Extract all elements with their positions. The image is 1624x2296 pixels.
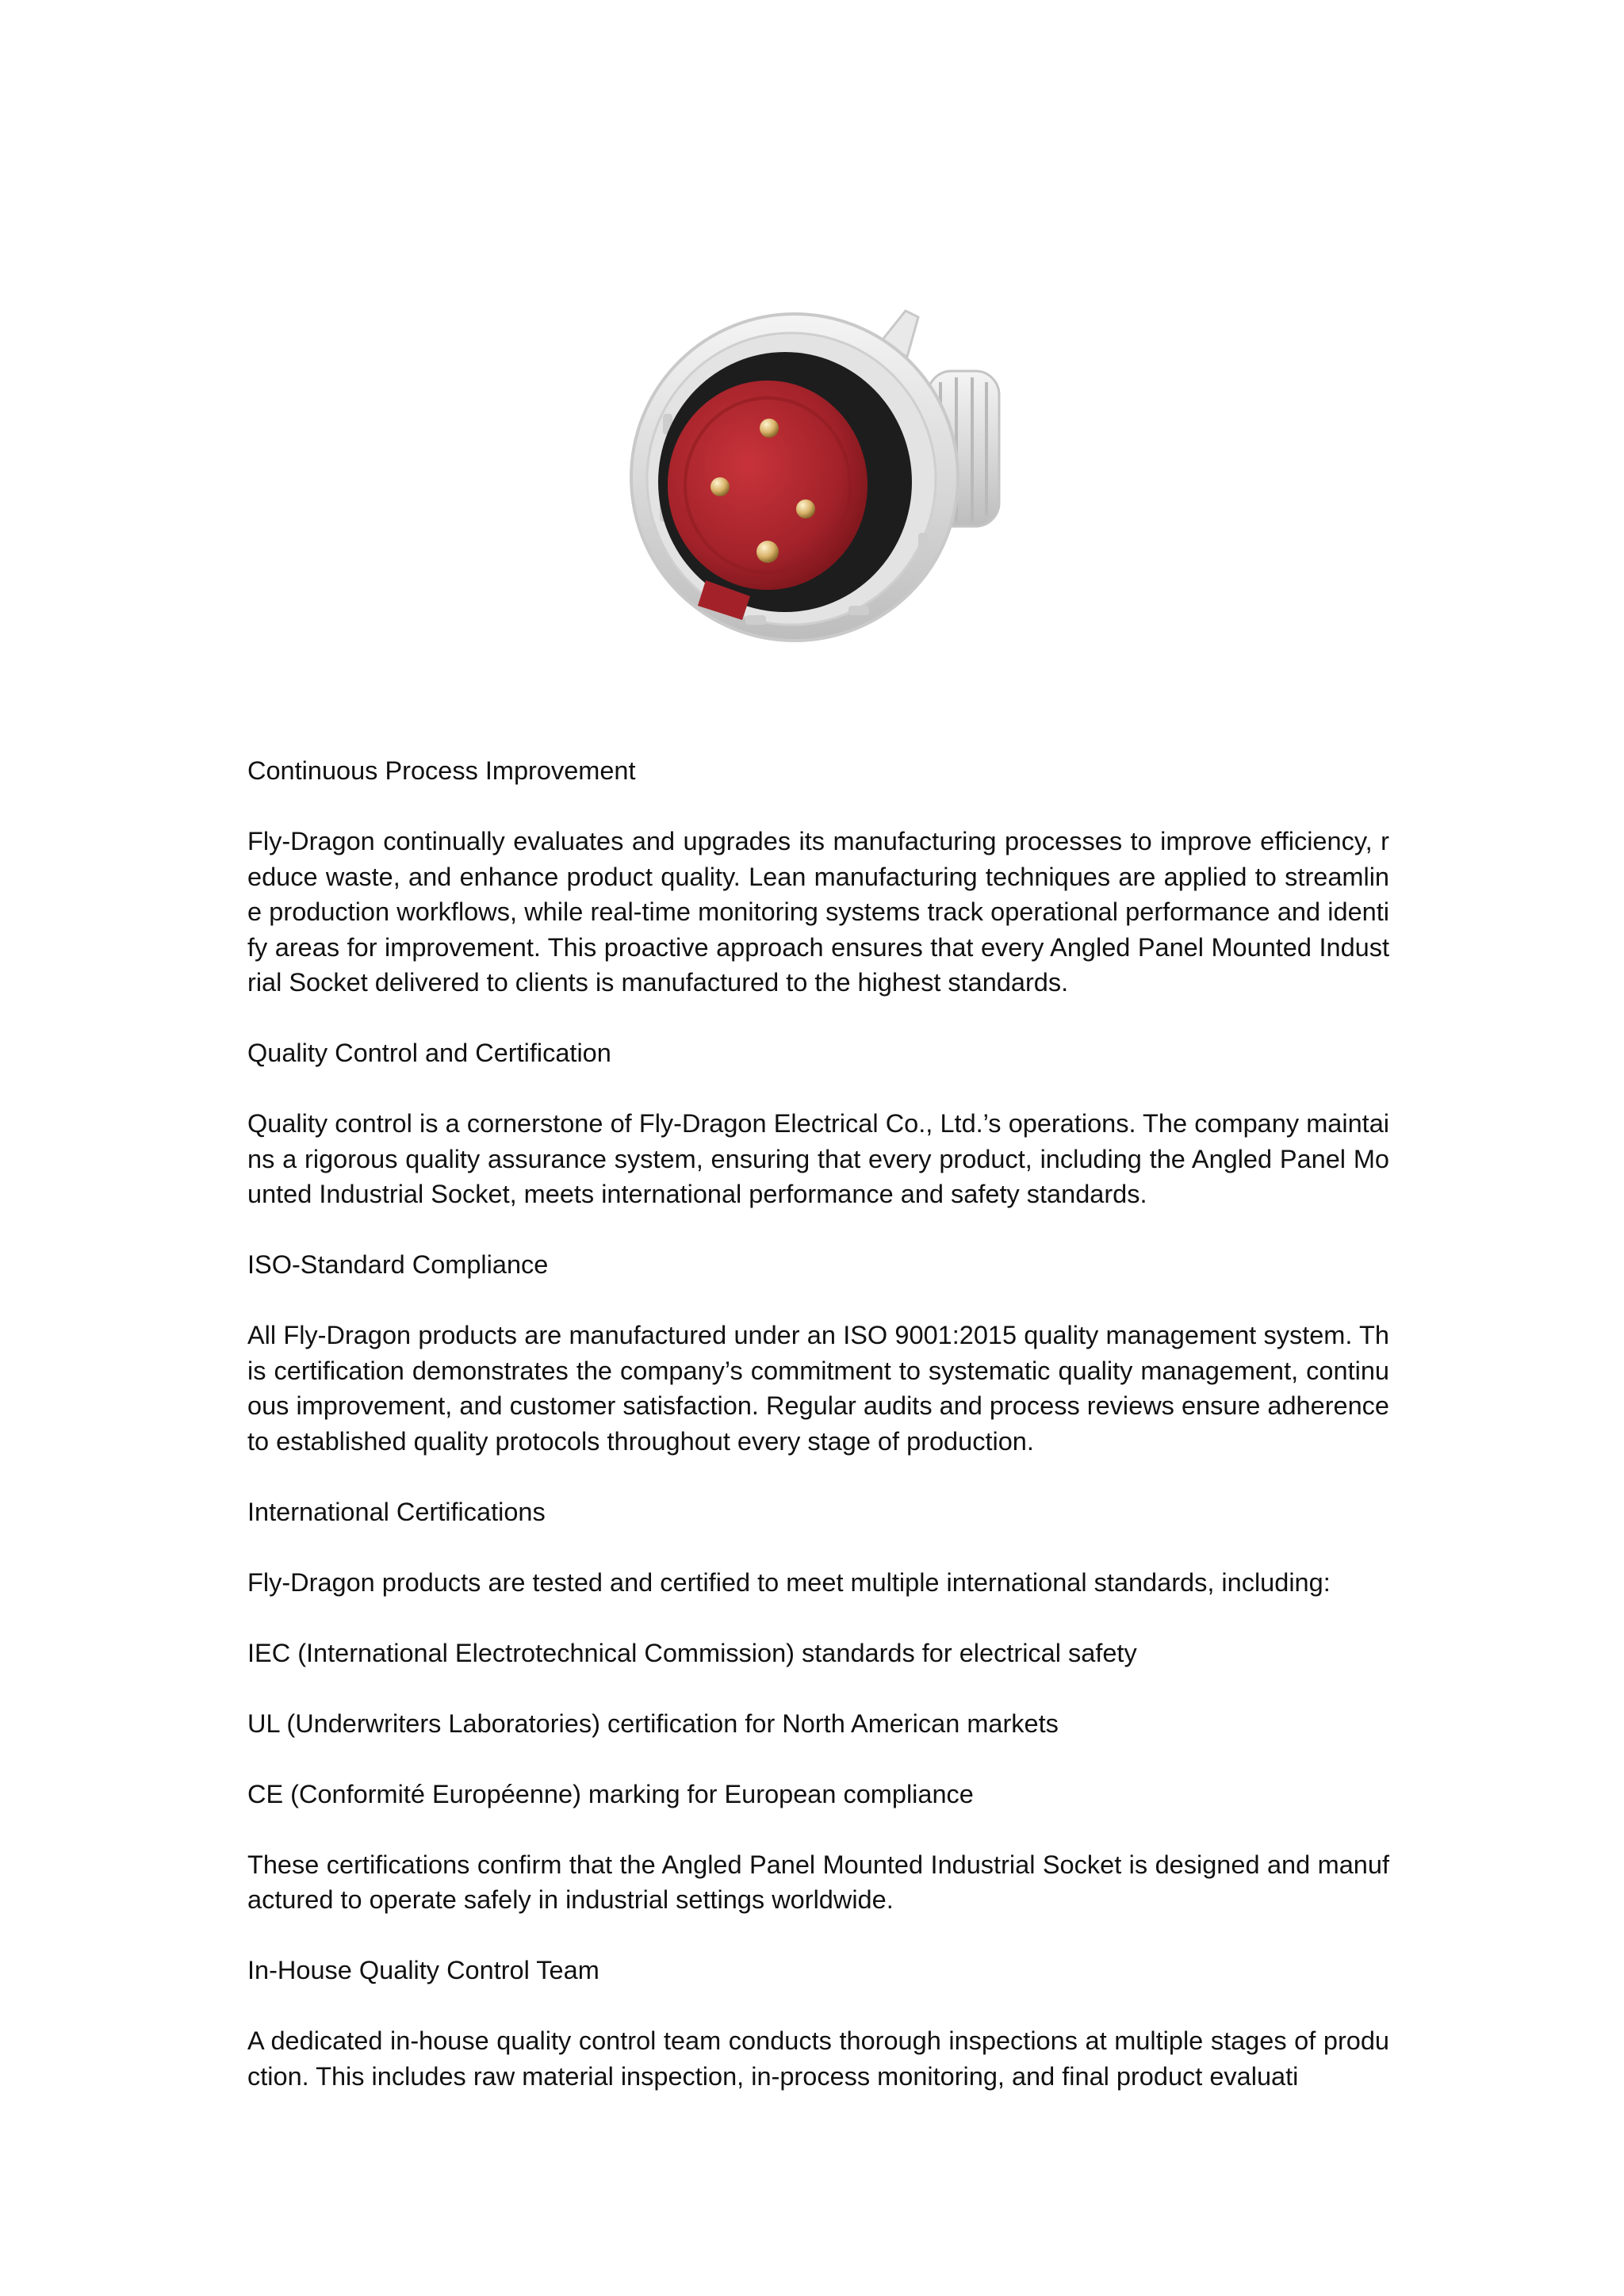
body-paragraph: A dedicated in-house quality control team conducts thorough inspections at multiple stages of production. This includes raw material inspection, in-process monitoring, and final product evaluati — [247, 2026, 1389, 2091]
product-image — [587, 295, 1047, 660]
section-heading: ISO-Standard Compliance — [247, 1250, 549, 1279]
body-paragraph: These certifications confirm that the Angled Panel Mounted Industrial Socket is designed and manufactured to operate safely in industrial settings worldwide. — [247, 1850, 1389, 1914]
section-heading: International Certifications — [247, 1497, 546, 1526]
industrial-plug-icon — [587, 295, 1047, 660]
body-paragraph: Fly-Dragon continually evaluates and upgrades its manufacturing processes to improve efficiency, reduce waste, and enhance product quality. Lean manufacturing techniques are applied to streamline production workflows, while real-time monitoring systems track operational performance and identify areas for improvement. This proactive approach ensures that every Angled Panel Mounted Industrial Socket delivered to clients is manufactured to the highest standards. — [247, 827, 1389, 997]
certification-item: UL (Underwriters Laboratories) certification for North American markets — [247, 1709, 1059, 1738]
body-paragraph: Quality control is a cornerstone of Fly-Dragon Electrical Co., Ltd.’s operations. The company maintains a rigorous quality assurance system, ensuring that every product, including the Angled Panel Mounted Industrial Socket, meets international performance and safety standards. — [247, 1109, 1389, 1208]
body-paragraph: All Fly-Dragon products are manufactured under an ISO 9001:2015 quality management system. This certification demonstrates the company’s commitment to systematic quality management, continuous improvement, and customer satisfaction. Regular audits and process reviews ensure adherence to established quality protocols throughout every stage of production. — [247, 1321, 1389, 1456]
body-paragraph: Fly-Dragon products are tested and certified to meet multiple international standards, including: — [247, 1567, 1331, 1597]
certification-item: CE (Conformité Européenne) marking for European compliance — [247, 1779, 974, 1808]
section-heading: Continuous Process Improvement — [247, 756, 636, 785]
section-heading: Quality Control and Certification — [247, 1039, 611, 1067]
document-body — [247, 753, 1389, 2094]
certification-item: IEC (International Electrotechnical Commission) standards for electrical safety — [247, 1638, 1137, 1667]
section-heading: In-House Quality Control Team — [247, 1956, 599, 1984]
